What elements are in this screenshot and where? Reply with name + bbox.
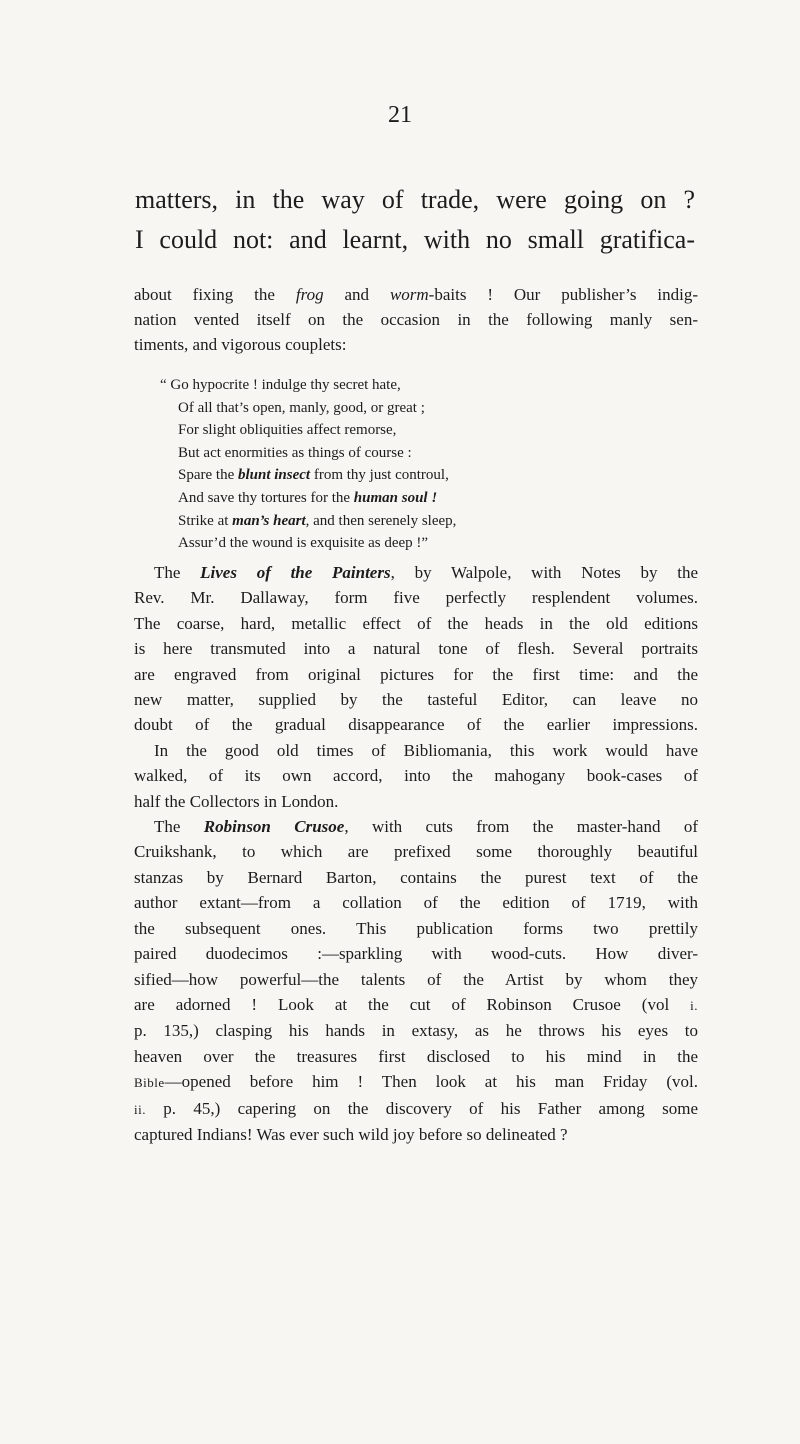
body-line: The Lives of the Painters, by Walpole, with Notes by the bbox=[154, 563, 698, 582]
body-line: In the good old times of Bibliomania, this work would have bbox=[154, 740, 698, 760]
body-line: p. 135,) clasping his hands in extasy, as he throws his eyes to bbox=[134, 1021, 698, 1041]
poem-line: Strike at man’s heart, and then serenely sleep, bbox=[178, 512, 457, 529]
body-line: walked, of its own accord, into the mahogany book-cases of bbox=[134, 766, 698, 786]
poem-line: Of all that’s open, manly, good, or great ; bbox=[178, 399, 425, 416]
poem-quote bbox=[160, 374, 680, 555]
page-number: 21 bbox=[388, 102, 412, 128]
poem-line: Assur’d the wound is exquisite as deep !” bbox=[178, 535, 429, 552]
intro-line: timents, and vigorous couplets: bbox=[134, 335, 347, 354]
body-line: The Robinson Crusoe, with cuts from the master-hand of bbox=[154, 817, 698, 837]
body-line: doubt of the gradual disappearance of the earlier impressions. bbox=[134, 715, 698, 735]
body-line: new matter, supplied by the tasteful Editor, can leave no bbox=[134, 690, 698, 710]
book-title: Robinson Crusoe bbox=[203, 817, 345, 837]
body-line: is here transmuted into a natural tone of flesh. Several portraits bbox=[134, 639, 698, 659]
frog-word: frog bbox=[295, 285, 324, 304]
body-line: sified—how powerful—the talents of the Artist by whom they bbox=[134, 969, 698, 989]
body-text bbox=[134, 560, 698, 1147]
poem-line: Spare the blunt insect from thy just controul, bbox=[178, 467, 449, 484]
poem-line: And save thy tortures for the human soul ! bbox=[178, 489, 438, 506]
body-line: the subsequent ones. This publication forms two prettily bbox=[134, 918, 698, 938]
intro-line: about fixing the frog and worm-baits ! Our publisher’s indig- bbox=[134, 285, 698, 304]
heading-line: I could not: and learnt, with no small gratifica- bbox=[135, 225, 695, 254]
intro-line: nation vented itself on the occasion in the following manly sen- bbox=[134, 310, 698, 329]
poem-line: “ Go hypocrite ! indulge thy secret hate, bbox=[160, 377, 401, 393]
intro-paragraph bbox=[134, 282, 698, 357]
poem-line: For slight obliquities affect remorse, bbox=[178, 422, 397, 439]
body-line: The coarse, hard, metallic effect of the heads in the old editions bbox=[134, 613, 698, 633]
book-title: Lives of the Painters bbox=[200, 563, 391, 582]
heading-text bbox=[135, 180, 695, 260]
body-line: Rev. Mr. Dallaway, form five perfectly resplendent volumes. bbox=[134, 588, 698, 608]
worm-word: worm bbox=[389, 285, 429, 304]
body-line: half the Collectors in London. bbox=[134, 791, 339, 811]
body-line: are engraved from original pictures for the first time: and the bbox=[134, 664, 698, 684]
poem-line: But act enormities as things of course : bbox=[178, 444, 412, 461]
heading-line: matters, in the way of trade, were going on ? bbox=[135, 185, 695, 214]
body-line: paired duodecimos :—sparkling with wood-cuts. How diver- bbox=[134, 944, 698, 964]
body-line: heaven over the treasures first disclosed to his mind in the bbox=[134, 1046, 698, 1066]
body-line: ii. p. 45,) capering on the discovery of his Father among some bbox=[134, 1098, 698, 1118]
body-line: Cruikshank, to which are prefixed some thoroughly beautiful bbox=[134, 842, 698, 862]
body-line: are adorned ! Look at the cut of Robinson Crusoe (vol i. bbox=[134, 994, 698, 1014]
body-line: author extant—from a collation of the edition of 1719, with bbox=[134, 893, 698, 913]
body-line: stanzas by Bernard Barton, contains the purest text of the bbox=[134, 867, 698, 887]
body-line: Bible—opened before him ! Then look at his man Friday (vol. bbox=[134, 1072, 698, 1092]
body-line: captured Indians! Was ever such wild joy before so delineated ? bbox=[134, 1124, 568, 1144]
